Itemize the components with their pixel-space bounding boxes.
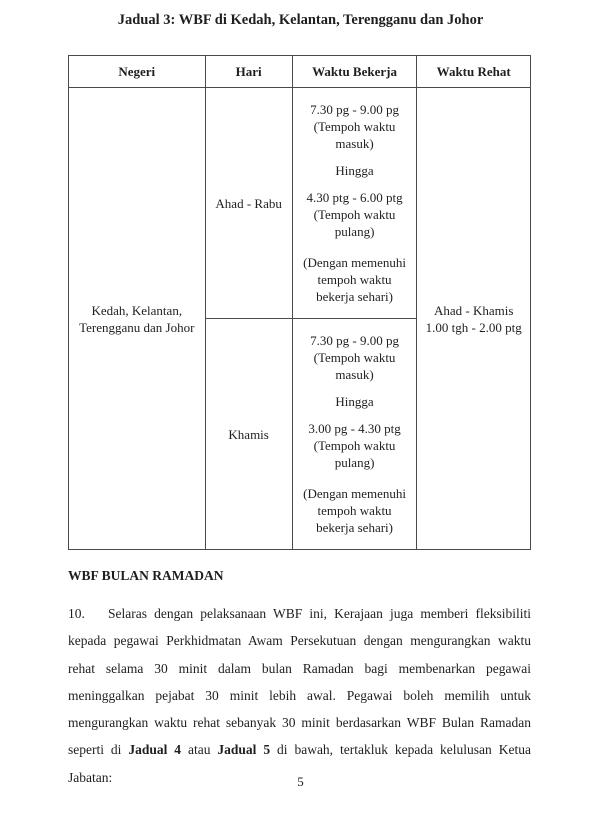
paragraph-text: atau: [181, 742, 218, 758]
cell-waktu-rehat: [417, 88, 531, 550]
negeri-line: Terengganu dan Johor: [79, 319, 195, 335]
paragraph-10: [68, 600, 531, 791]
masuk-time: 7.30 pg - 9.00 pg: [310, 102, 399, 117]
table-caption: Jadual 3: WBF di Kedah, Kelantan, Terengganu dan Johor: [117, 12, 484, 28]
hingga-label: Hingga: [335, 394, 374, 409]
table-reference: Jadual 5: [217, 742, 271, 758]
page-number: 5: [297, 774, 304, 789]
pulang-note: (Tempoh waktu: [313, 207, 396, 222]
masuk-note: (Tempoh waktu: [313, 119, 396, 134]
paragraph-text: di bawah, tertakluk kepada kelulusan Ketua Jabatan:: [68, 742, 531, 785]
masuk-time: 7.30 pg - 9.00 pg: [310, 333, 399, 348]
table-row: [69, 88, 531, 319]
hingga-label: Hingga: [335, 163, 374, 178]
header-waktu-rehat: Waktu Rehat: [417, 56, 531, 88]
pulang-time: 3.00 pg - 4.30 ptg: [308, 421, 401, 436]
header-waktu-bekerja: Waktu Bekerja: [292, 56, 417, 88]
masuk-note: (Tempoh waktu: [313, 350, 396, 365]
pulang-note: pulang): [334, 455, 375, 470]
condition-note: bekerja sehari): [316, 289, 393, 304]
cell-negeri: [69, 88, 206, 550]
condition-note: (Dengan memenuhi: [303, 255, 406, 270]
condition-note: (Dengan memenuhi: [303, 486, 406, 501]
condition-note: tempoh waktu: [317, 503, 392, 518]
wbf-table: [68, 55, 531, 550]
condition-note: bekerja sehari): [316, 520, 393, 535]
rehat-days: Ahad - Khamis: [433, 302, 514, 318]
cell-hari: Ahad - Rabu: [205, 88, 292, 319]
negeri-line: Kedah, Kelantan,: [91, 302, 183, 318]
rehat-time: 1.00 tgh - 2.00 ptg: [425, 319, 522, 335]
masuk-note: masuk): [335, 367, 374, 382]
table-header-row: [69, 56, 531, 88]
cell-hari: Khamis: [205, 319, 292, 550]
paragraph-number: 10.: [68, 606, 85, 621]
section-heading: WBF BULAN RAMADAN: [68, 568, 224, 583]
cell-waktu-bekerja: [292, 88, 417, 319]
paragraph-text: Selaras dengan pelaksanaan WBF ini, Kerajaan juga memberi fleksibiliti kepada pegawai Perkhidmatan Awam Persekutuan dengan mengurangkan waktu rehat selama 30 minit dalam bulan Ramadan bagi membenarkan pegawai meninggalkan pejabat 30 minit lebih awal. Pegawai boleh memilih untuk mengurangkan waktu rehat sebanyak 30 minit berdasarkan WBF Bulan Ramadan seperti di: [68, 606, 531, 758]
condition-note: tempoh waktu: [317, 272, 392, 287]
pulang-time: 4.30 ptg - 6.00 ptg: [306, 190, 403, 205]
cell-waktu-bekerja: [292, 319, 417, 550]
header-hari: Hari: [205, 56, 292, 88]
masuk-note: masuk): [335, 136, 374, 151]
pulang-note: (Tempoh waktu: [313, 438, 396, 453]
header-negeri: Negeri: [69, 56, 206, 88]
table-reference: Jadual 4: [128, 742, 182, 758]
pulang-note: pulang): [334, 224, 375, 239]
